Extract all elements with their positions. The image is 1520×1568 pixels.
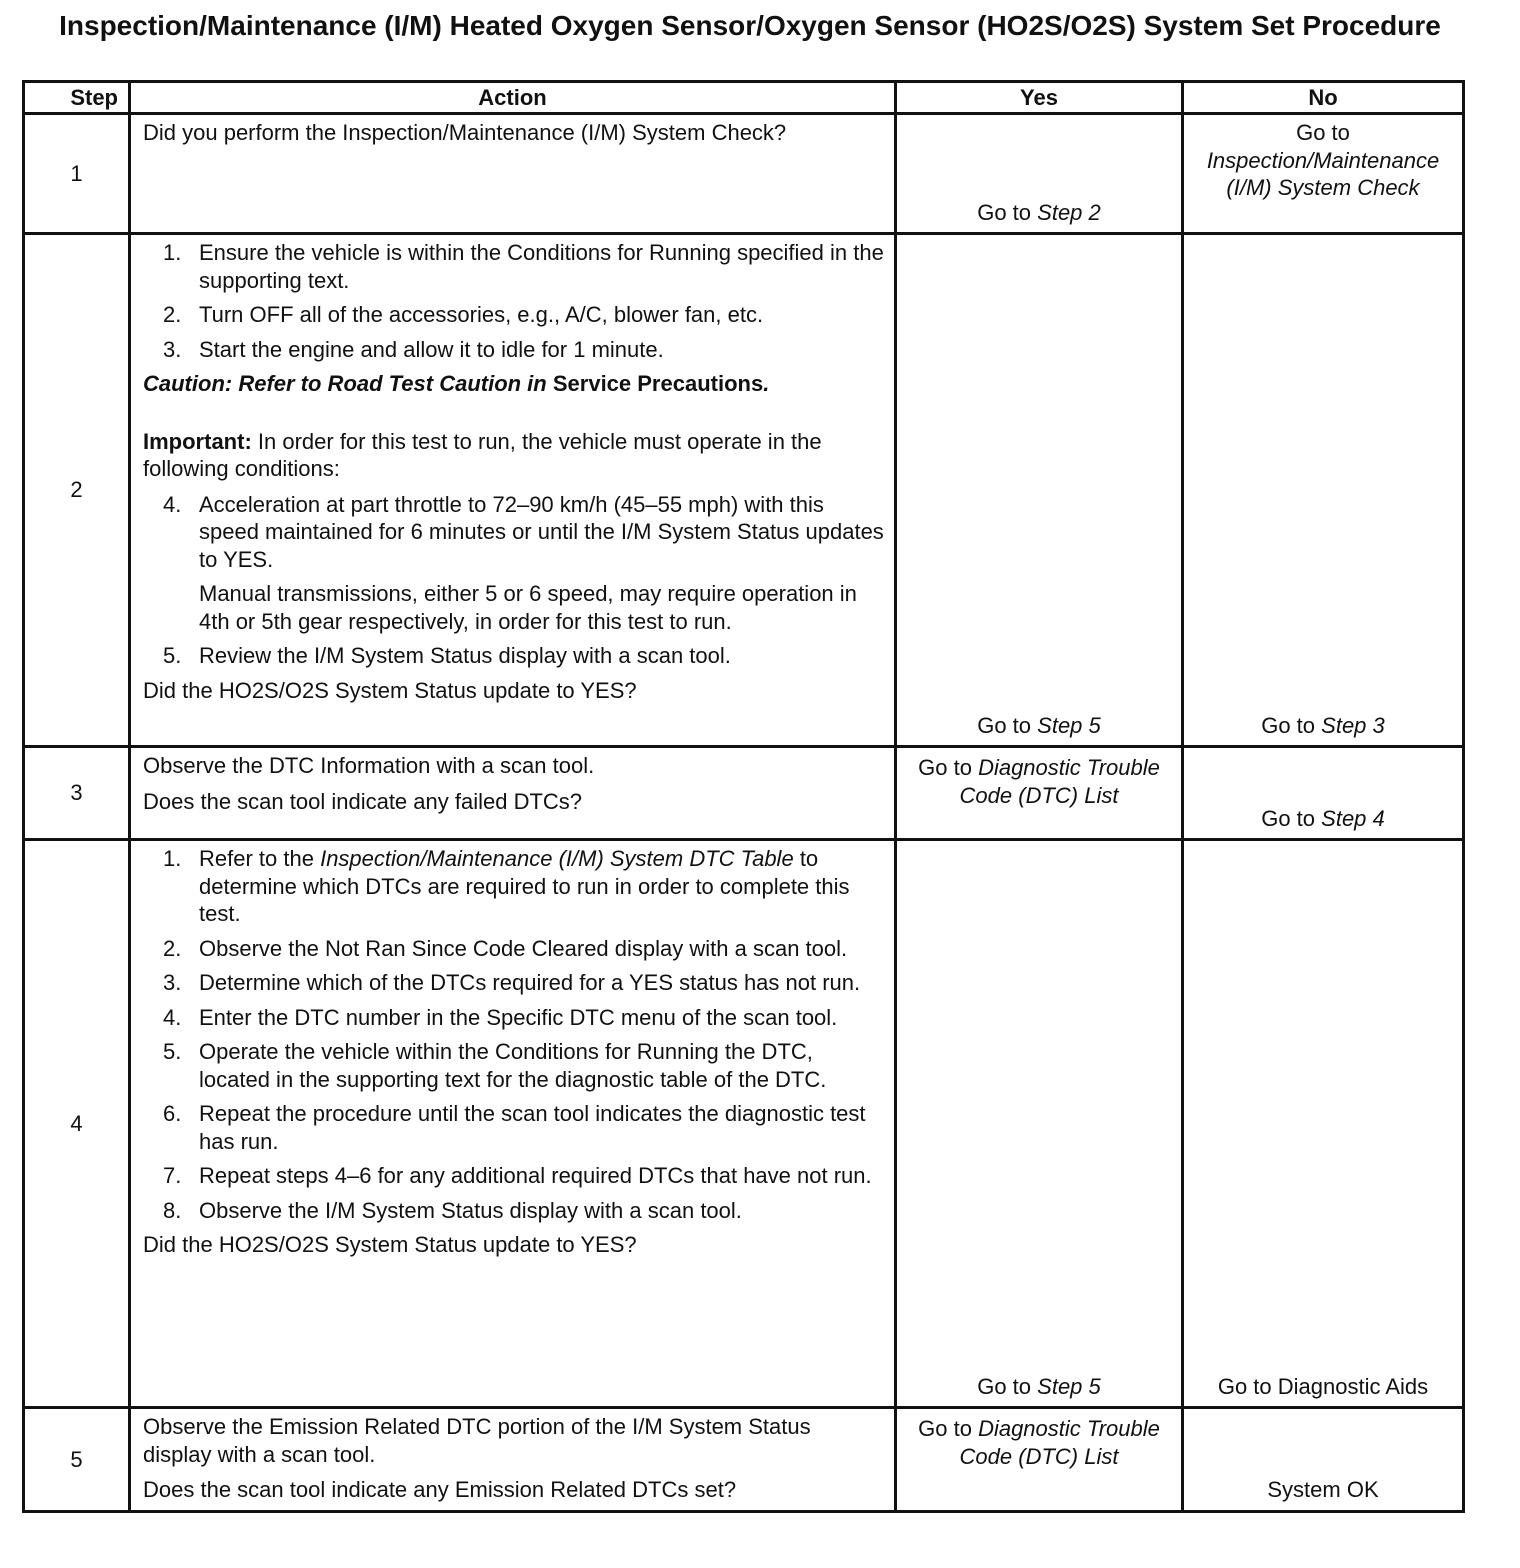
important-note: Important: In order for this test to run, the vehicle must operate in the following conditions: [143,428,822,481]
procedure-table [22,80,1465,1513]
no-cell[interactable] [1183,234,1464,747]
list-item-note: Manual transmissions, either 5 or 6 speed, may require operation in 4th or 5th gear respectively, in order for this test to run. [199,581,857,634]
go-to-label: Go to [918,755,972,780]
action-instruction: Observe the DTC Information with a scan tool. [143,753,595,778]
table-row [24,234,1464,747]
list-item: 5. Review the I/M System Status display with a scan tool. [163,643,731,668]
go-to-label: Go to [1261,712,1316,738]
action-instruction: Observe the Emission Related DTC portion of the I/M System Status display with a scan tool. [143,1414,811,1467]
action-cell [130,747,896,840]
go-to-label: Go to [1261,805,1316,831]
list-item: 1. Refer to the Inspection/Maintenance (I/M) System DTC Table to determine which DTCs are required to run in order to complete this test. [163,846,850,926]
action-question: Does the scan tool indicate any failed DTCs? [143,788,583,814]
action-cell [130,1408,896,1512]
yes-cell[interactable] [896,840,1183,1408]
no-cell[interactable] [1183,747,1464,840]
action-question: Did the HO2S/O2S System Status update to YES? [143,677,637,703]
header-row [24,82,1464,114]
list-item: 7. Repeat steps 4–6 for any additional required DTCs that have not run. [163,1163,872,1188]
go-to-label: Go to [918,1416,972,1441]
list-item: 1. Ensure the vehicle is within the Conditions for Running specified in the supporting text. [163,240,884,293]
instruction-list [143,491,884,574]
list-item: 2. Turn OFF all of the accessories, e.g., A/C, blower fan, etc. [163,302,764,327]
instruction-list [143,845,884,1224]
step-number: 3 [24,747,130,840]
result-text: System OK [1267,1477,1379,1502]
instruction-list [143,642,884,670]
action-question: Did the HO2S/O2S System Status update to YES? [143,1232,637,1257]
go-to-label: Go to [977,199,1032,225]
caution-note: Caution: Refer to Road Test Caution in Service Precautions. [143,371,770,396]
no-link[interactable]: Step 4 [1321,805,1385,831]
go-to-label: Go to [977,1373,1032,1399]
table-row [24,747,1464,840]
list-item: 4. Acceleration at part throttle to 72–90 km/h (45–55 mph) with this speed maintained for 6 minutes or until the I/M System Status updates to YES. [163,491,884,572]
step-number: 5 [24,1408,130,1512]
list-item: 4. Enter the DTC number in the Specific DTC menu of the scan tool. [163,1004,838,1030]
go-to-label: Go to [1296,120,1350,145]
header-step: Step [24,82,130,114]
list-item: 8. Observe the I/M System Status display with a scan tool. [163,1197,742,1223]
yes-cell[interactable] [896,1408,1183,1512]
page-title: Inspection/Maintenance (I/M) Heated Oxygen Sensor/Oxygen Sensor (HO2S/O2S) System Set Procedure [59,10,1441,41]
table-row [24,1408,1464,1512]
step-number: 2 [24,234,130,747]
instruction-list [143,239,884,363]
go-to-label: Go to [977,712,1032,738]
yes-link[interactable]: Diagnostic Trouble Code (DTC) List [959,1416,1160,1469]
action-question: Did you perform the Inspection/Maintenance (I/M) System Check? [143,120,787,145]
no-link[interactable]: Go to Diagnostic Aids [1217,1373,1429,1399]
step-number: 4 [24,840,130,1408]
yes-link[interactable]: Diagnostic Trouble Code (DTC) List [959,755,1160,808]
no-link[interactable]: Inspection/Maintenance (I/M) System Check [1206,147,1440,200]
list-item: 2. Observe the Not Ran Since Code Cleared display with a scan tool. [163,935,848,961]
header-yes: Yes [896,82,1183,114]
no-cell [1183,1408,1464,1512]
list-item: 3. Start the engine and allow it to idle for 1 minute. [163,336,664,362]
yes-link[interactable]: Step 5 [1037,712,1101,738]
yes-link[interactable]: Step 2 [1037,199,1101,225]
no-cell[interactable] [1183,114,1464,234]
yes-link[interactable]: Step 5 [1037,1373,1101,1399]
action-cell [130,114,896,234]
header-action: Action [130,82,896,114]
list-item: 3. Determine which of the DTCs required for a YES status has not run. [163,970,861,995]
list-item: 6. Repeat the procedure until the scan tool indicates the diagnostic test has run. [163,1101,866,1154]
yes-cell[interactable] [896,114,1183,234]
header-no: No [1183,82,1464,114]
list-item: 5. Operate the vehicle within the Conditions for Running the DTC, located in the supporting text for the diagnostic table of the DTC. [163,1039,827,1092]
dtc-table-link[interactable]: Inspection/Maintenance (I/M) System DTC Table [320,846,794,871]
yes-cell[interactable] [896,747,1183,840]
caution-reference[interactable]: Service Precautions [552,371,764,396]
table-row [24,114,1464,234]
step-number: 1 [24,114,130,234]
no-link[interactable]: Step 3 [1321,712,1385,738]
table-row [24,840,1464,1408]
yes-cell[interactable] [896,234,1183,747]
action-cell [130,840,896,1408]
no-cell[interactable] [1183,840,1464,1408]
action-question: Does the scan tool indicate any Emission Related DTCs set? [143,1477,737,1502]
action-cell [130,234,896,747]
